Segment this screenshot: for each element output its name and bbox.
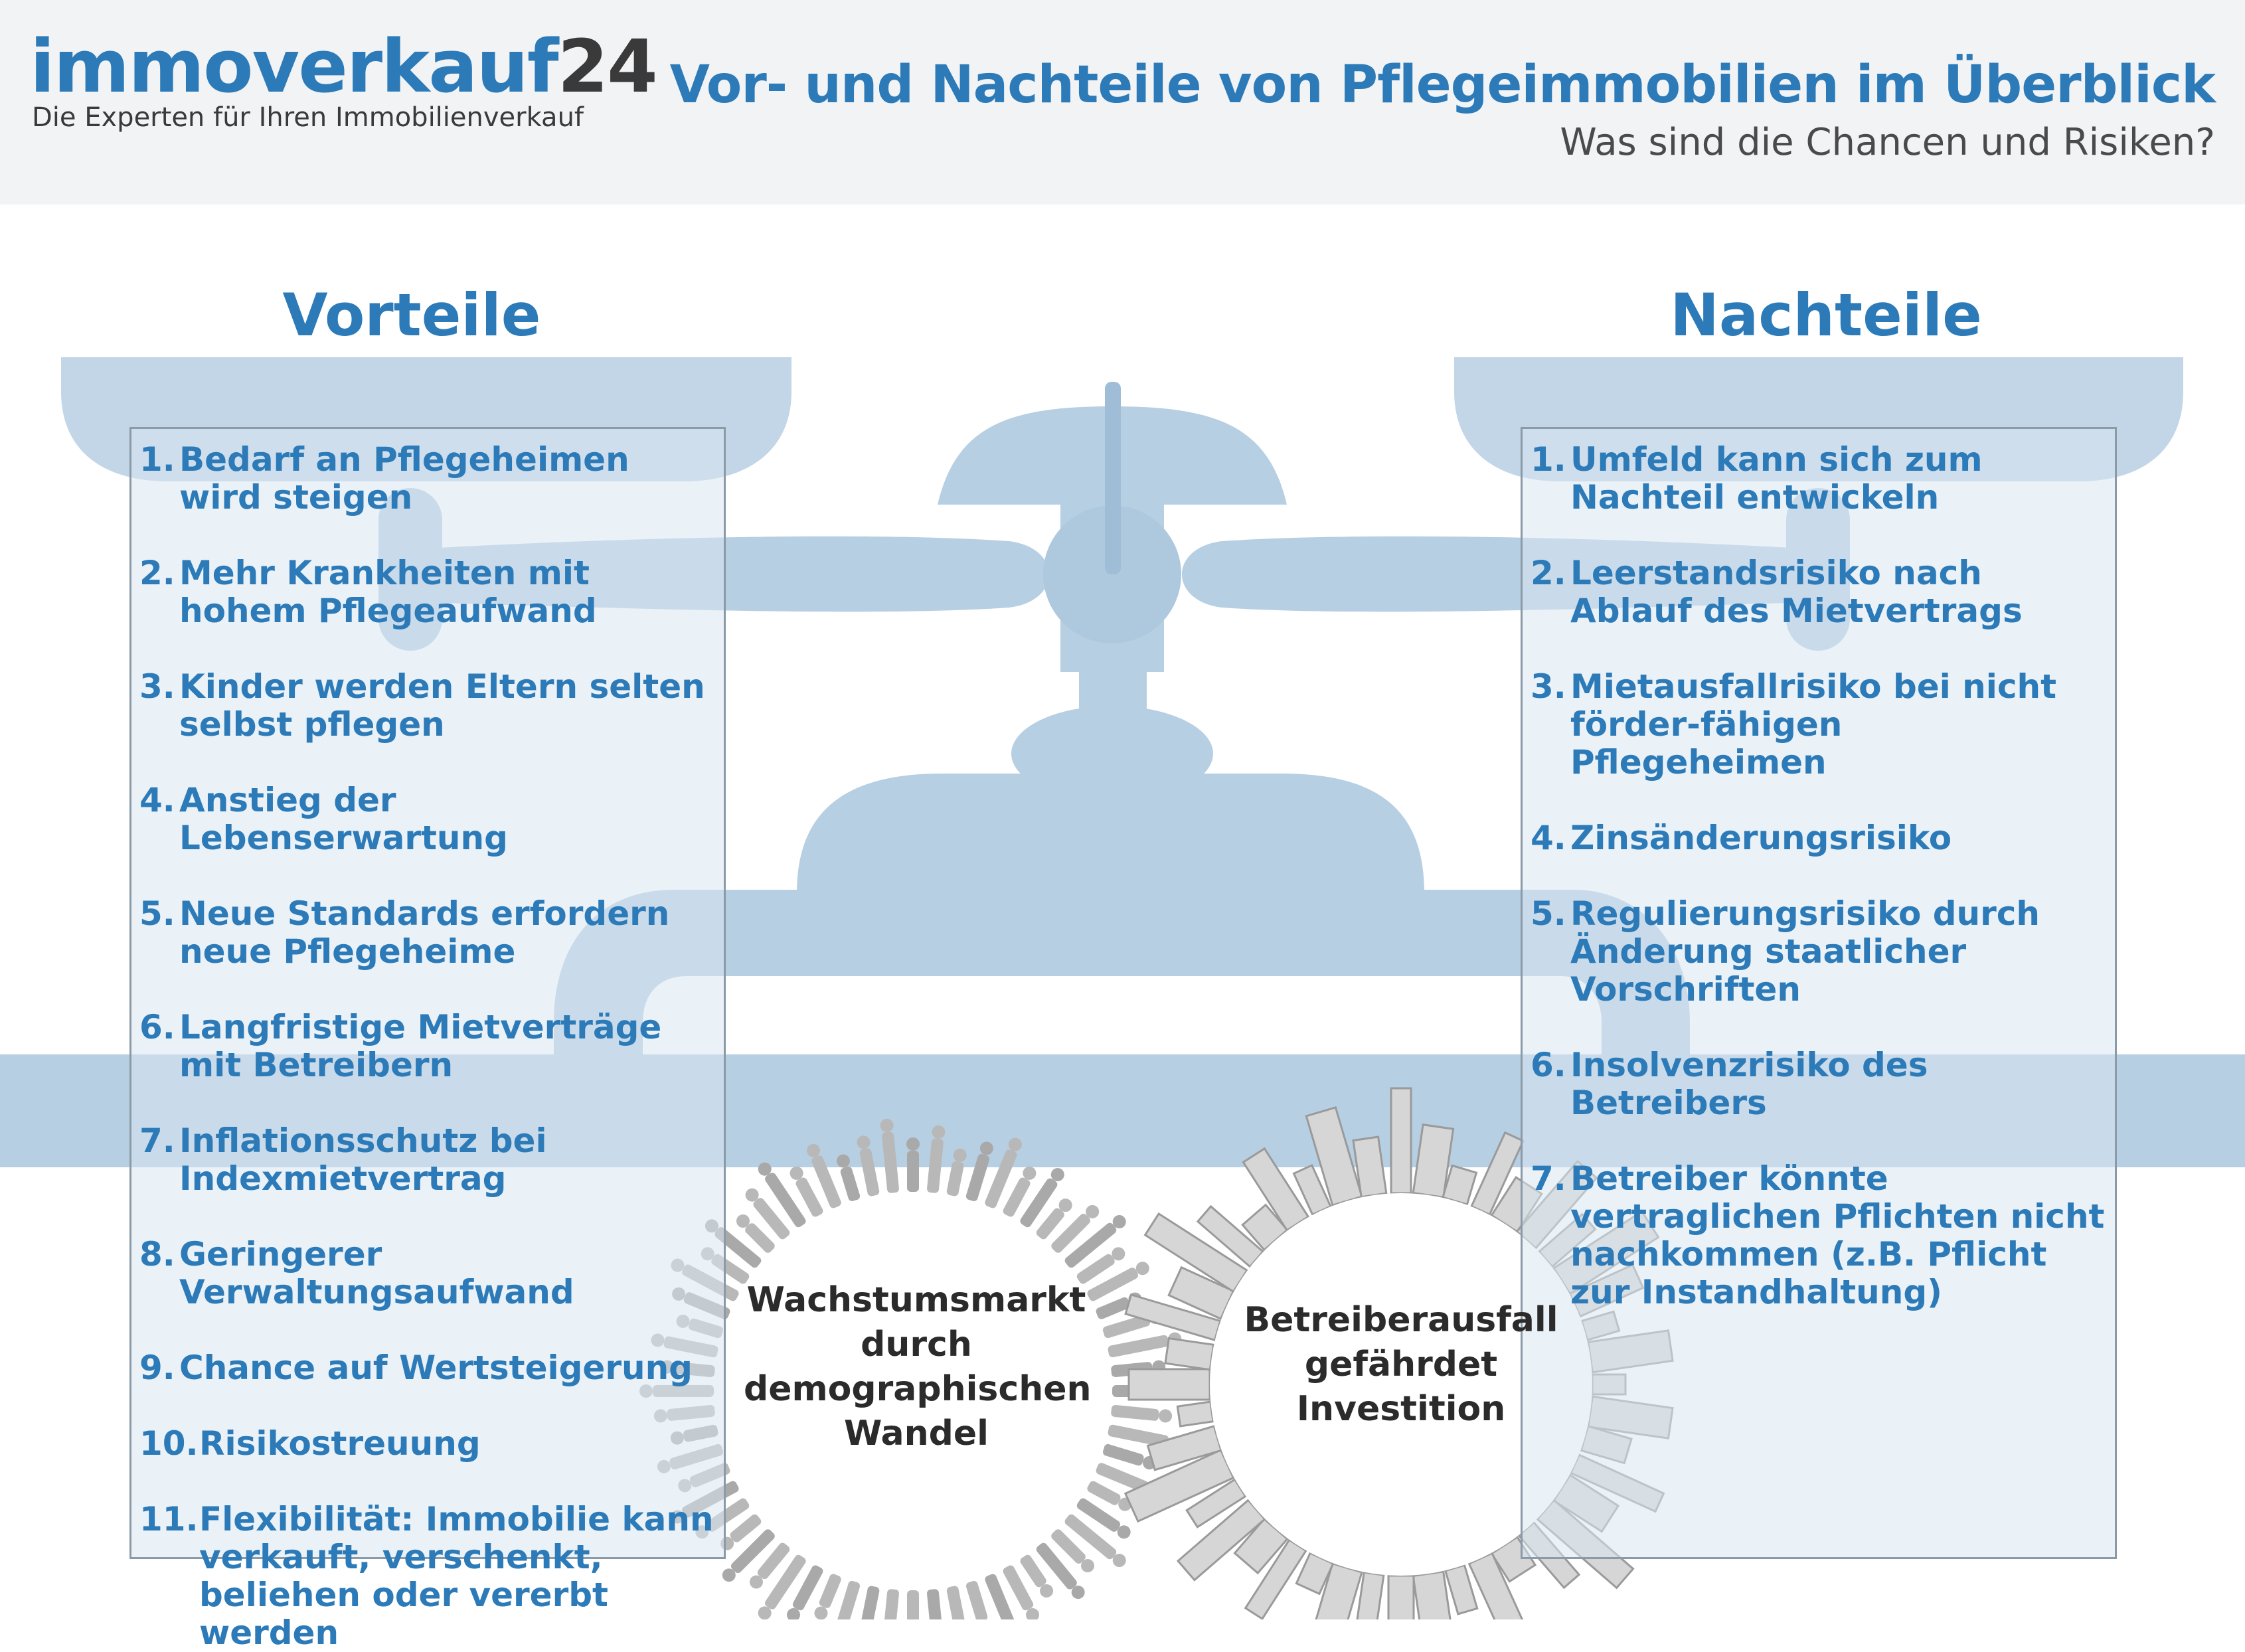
list-item [139,895,724,971]
person-silhouette [1111,1404,1173,1423]
item-number: 4. [1531,819,1570,857]
item-text: Inflationsschutz bei Indexmietvertrag [179,1122,717,1198]
item-number: 5. [139,895,179,933]
item-text: Anstieg der Lebenserwartung [179,782,717,857]
item-number: 1. [1531,441,1570,479]
item-text: Risikostreuung [199,1425,717,1463]
item-text: Zinsänderungsrisiko [1570,819,2108,857]
item-text: Chance auf Wertsteigerung [179,1349,717,1387]
list-item [1531,1160,2115,1311]
vorteile-heading: Vorteile [159,279,664,352]
item-text: Flexibilität: Immobilie kann verkauft, verschenkt, beliehen oder vererbt werden [199,1501,717,1652]
item-text: Neue Standards erfordern neue Pflegeheime [179,895,717,971]
list-item [1531,554,2115,630]
item-number: 2. [1531,554,1570,592]
list-item [1531,1046,2115,1122]
item-text: Geringerer Verwaltungsaufwand [179,1236,717,1311]
brand-name: immoverkauf [30,24,558,109]
list-item [139,1009,724,1084]
list-item [139,1349,724,1387]
item-text: Leerstandsrisiko nach Ablauf des Mietvertrags [1570,554,2108,630]
list-item [139,1425,724,1463]
brand-tagline: Die Experten für Ihren Immobilienverkauf [32,101,584,134]
building-shape [1391,1088,1411,1193]
item-number: 11. [139,1501,199,1538]
building-shape [1165,1339,1214,1370]
item-number: 1. [139,441,179,479]
pedestal [797,774,1424,893]
item-number: 8. [139,1236,179,1274]
list-item [1531,895,2115,1009]
person-silhouette [906,1137,920,1192]
list-item [139,668,724,744]
item-number: 6. [1531,1046,1570,1084]
list-item [1531,441,2115,517]
item-text: Insolvenzrisiko des Betreibers [1570,1046,2108,1122]
list-item [1531,819,2115,857]
building-shape [1177,1402,1213,1426]
list-item [139,441,724,517]
item-text: Regulierungsrisiko durch Änderung staatlicher Vorschriften [1570,895,2108,1009]
item-number: 9. [139,1349,179,1387]
list-item [139,1501,724,1652]
item-number: 6. [139,1009,179,1046]
list-item [139,782,724,857]
failure-circle-label: Betreiberausfall gefährdet Investition [1215,1298,1587,1432]
nachteile-heading: Nachteile [1574,279,2078,352]
item-text: Mehr Krankheiten mit hohem Pflegeaufwand [179,554,717,630]
item-number: 7. [139,1122,179,1160]
item-number: 10. [139,1425,199,1463]
item-text: Kinder werden Eltern selten selbst pflegen [179,668,717,744]
person-silhouette [1063,1212,1129,1270]
list-item [139,1236,724,1311]
item-text: Bedarf an Pflegeheimen wird steigen [179,441,717,517]
person-silhouette [926,1589,944,1619]
person-silhouette [857,1585,881,1619]
list-item [139,1122,724,1198]
item-text: Langfristige Mietverträge mit Betreibern [179,1009,717,1084]
item-text: Betreiber könnte vertraglichen Pflichten nicht nachkommen (z.B. Pflicht zur Instandhaltung) [1570,1160,2108,1311]
item-text: Mietausfallrisiko bei nicht förder-fähigen Pflegeheimen [1570,668,2108,782]
growth-circle-label: Wachstumsmarkt durch demographischen Wandel [744,1278,1089,1456]
list-item [139,554,724,630]
person-silhouette [906,1590,920,1619]
item-number: 3. [139,668,179,706]
list-item [1531,668,2115,782]
item-number: 4. [139,782,179,819]
building-shape [1129,1369,1210,1400]
person-silhouette [880,1589,900,1619]
person-silhouette [1063,1513,1129,1570]
item-number: 2. [139,554,179,592]
item-number: 7. [1531,1160,1570,1198]
page-subtitle: Was sind die Chancen und Risiken? [1560,120,2215,166]
item-number: 3. [1531,668,1570,706]
vorteile-list [129,427,726,1559]
item-number: 5. [1531,895,1570,933]
brand-number: 24 [558,24,657,109]
building-shape [1388,1576,1414,1619]
page-title: Vor- und Nachteile von Pflegeimmobilien im Überblick [670,52,2215,118]
pointer-needle [1105,382,1121,574]
item-text: Umfeld kann sich zum Nachteil entwickeln [1570,441,2108,517]
nachteile-list [1521,427,2117,1559]
